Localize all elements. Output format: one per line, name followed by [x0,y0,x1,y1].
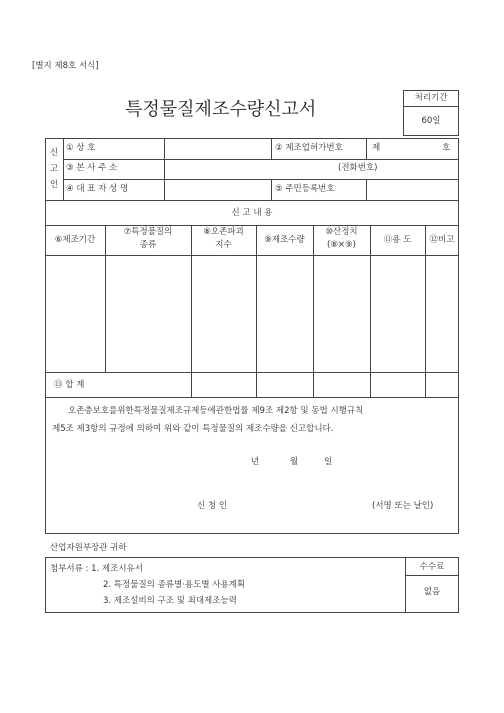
representative-label: ④ 대 표 자 성 명 [66,184,129,194]
column-header-period: ⑥제조기간 [54,235,96,245]
divider [45,372,459,373]
divider [45,200,459,201]
divider [425,225,426,397]
business-name-label: ① 상 호 [66,143,96,153]
fee-value: 없음 [423,587,441,597]
column-header-calculated-2: (⑧×⑨) [327,240,356,250]
divider [164,179,165,200]
divider [256,225,257,397]
content-section-title: 신 고 내 용 [231,208,273,218]
processing-period-label: 처리기간 [414,93,448,103]
divider [405,575,459,576]
addressee: 산업자원부장관 귀하 [50,543,127,553]
column-header-substance: ⑦특정물질의 [123,227,173,237]
applicant-side-label-2: 고 [50,164,59,174]
divider [164,159,165,179]
applicant-label: 신 청 인 [197,501,228,511]
permit-prefix: 제 [372,143,381,153]
divider [45,255,459,256]
divider [63,179,459,180]
divider [370,225,371,397]
form-table [45,138,459,534]
attachment-item: 3. 제조설비의 구조 및 최대제조능력 [103,596,237,606]
divider [366,179,367,200]
divider [63,159,459,160]
permit-suffix: 호 [442,143,451,153]
divider [45,397,459,398]
divider [63,138,64,200]
divider [271,179,272,200]
date-month: 월 [290,457,299,467]
declaration-line-1: 오존층보호를위한특정물질제조규제등에관한법률 제9조 제2항 및 동법 시행규칙 [68,406,364,416]
divider [191,225,192,397]
attachment-item: 첨부서류 : 1. 제조시유서 [50,564,143,574]
divider [366,138,367,159]
applicant-side-label-1: 신 [50,148,59,158]
column-header-substance-2: 종류 [139,240,157,250]
address-label: ③ 본 사 주 소 [66,163,118,173]
phone-label: (전화번호) [338,163,378,173]
column-header-calculated: ⑩산정치 [325,227,358,237]
permit-number-label: ② 제조업허가번호 [275,143,343,153]
processing-period-value: 60일 [421,116,441,126]
column-header-remarks: ⑫비고 [429,235,455,245]
signature-label: (서명 또는 날인) [372,501,434,511]
declaration-line-2: 제5조 제3항의 규정에 의하여 위와 같이 특정물질의 제조수량을 신고합니다. [52,424,334,434]
divider [45,225,459,226]
column-header-odp-2: 지수 [215,240,232,250]
form-label: [별지 제8호 서식] [32,61,99,71]
date-year: 년 [251,457,260,467]
divider [164,138,165,159]
column-header-odp: ⑧오존파괴 [203,227,244,237]
column-header-usage: ⑪용 도 [383,235,412,245]
divider [271,138,272,159]
attachment-item: 2. 특정물질의 종류별·용도별 사용계획 [103,580,246,590]
total-label: ⑬ 합 계 [54,380,85,390]
divider [313,225,314,397]
resident-number-label: ⑤ 주민등록번호 [275,184,335,194]
fee-label: 수수료 [419,562,445,572]
column-header-quantity: ⑨제조수량 [264,235,305,245]
applicant-side-label-3: 인 [50,180,59,190]
date-day: 일 [324,457,333,467]
divider [403,106,459,107]
page-title: 특정물질제조수량신고서 [125,99,317,120]
